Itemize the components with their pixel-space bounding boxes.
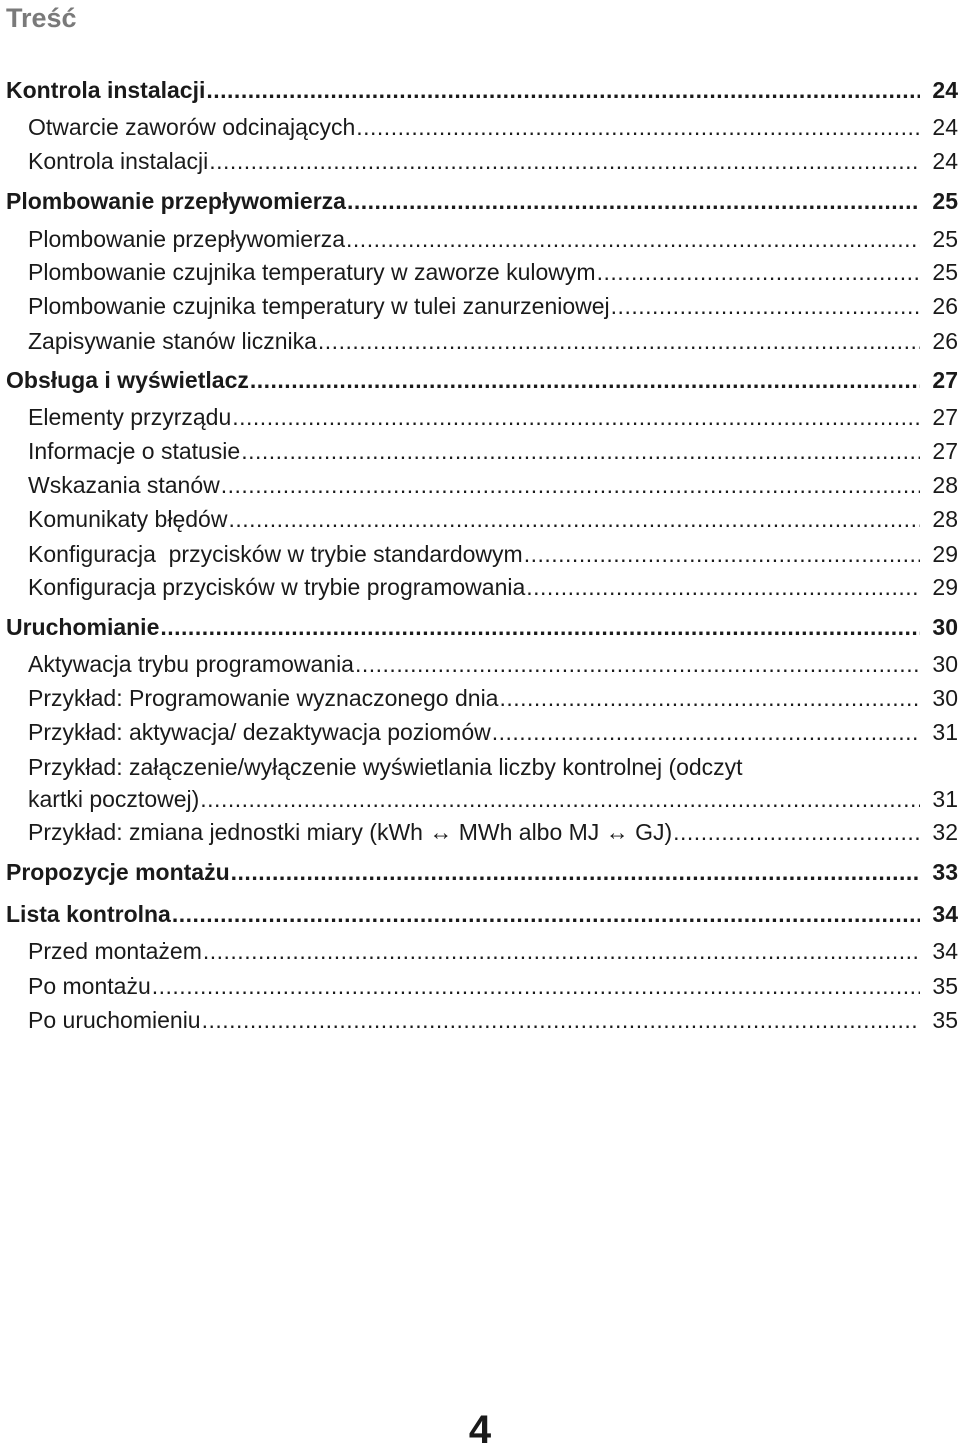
dot-leader (203, 936, 920, 966)
toc-entry-label: Lista kontrolna (6, 901, 171, 927)
page-number-value: 4 (468, 1408, 492, 1452)
toc-entry-label: Informacje o statusie (28, 438, 241, 464)
dot-leader (356, 112, 920, 142)
toc-entry-informacje-status[interactable] (0, 436, 960, 466)
toc-entry-lista-kontrolna[interactable] (0, 899, 960, 929)
toc-entry-page: 28 (932, 506, 958, 532)
toc-entry-przyklad-poziomy[interactable] (0, 717, 960, 747)
toc-entry-page: 26 (932, 293, 958, 319)
toc-entry-wskazania-stanow[interactable] (0, 470, 960, 500)
toc-entry-page: 27 (932, 367, 958, 393)
toc-entry-komunikaty-bledow[interactable] (0, 504, 960, 534)
toc-entry-obsluga-wyswietlacz[interactable] (0, 365, 960, 395)
toc-entry-label: Plombowanie czujnika temperatury w zaworze kulowym (28, 259, 596, 285)
toc-entry-label: Wskazania stanów (28, 472, 220, 498)
toc-entry-plombowanie-czujnika-tuleja[interactable] (0, 291, 960, 321)
toc-entry-page: 30 (932, 651, 958, 677)
toc-entry-label: Plombowanie czujnika temperatury w tulei zanurzeniowej (28, 293, 610, 319)
dot-leader (206, 75, 920, 105)
toc-entry-page: 29 (932, 541, 958, 567)
dot-leader (346, 224, 920, 254)
toc-entry-label: Po montażu (28, 973, 151, 999)
toc-entry-label: Zapisywanie stanów licznika (28, 328, 317, 354)
toc-entry-label: Obsługa i wyświetlacz (6, 367, 249, 393)
dot-leader (152, 971, 920, 1001)
toc-entry-label: Przed montażem (28, 938, 202, 964)
dot-leader (228, 504, 920, 534)
toc-entry-page: 34 (932, 938, 958, 964)
toc-entry-label: Po uruchomieniu (28, 1007, 201, 1033)
toc-entry-page: 29 (932, 574, 958, 600)
toc-entry-plombowanie-czujnika-zawor[interactable] (0, 257, 960, 287)
toc-entry-label: Propozycje montażu (6, 859, 230, 885)
toc-entry-page: 33 (932, 859, 958, 885)
toc-entry-page: 24 (932, 77, 958, 103)
toc-entry-plombowanie-przeplywomierza-sub[interactable] (0, 224, 960, 254)
dot-leader (172, 899, 920, 929)
toc-entry-plombowanie-przeplywomierza[interactable] (0, 186, 960, 216)
toc-entry-przyklad-liczba-kontrolna[interactable] (0, 751, 960, 814)
toc-entry-label: Uruchomianie (6, 614, 160, 640)
dot-leader (160, 612, 920, 642)
toc-entry-page: 24 (932, 148, 958, 174)
dot-leader (241, 436, 920, 466)
toc-entry-elementy-przyrzadu[interactable] (0, 402, 960, 432)
toc-entry-page: 25 (932, 226, 958, 252)
toc-entry-label: Plombowanie przepływomierza (28, 226, 346, 252)
dot-leader (200, 784, 920, 814)
toc-entry-zapisywanie-stanow[interactable] (0, 326, 960, 356)
toc-entry-po-uruchomieniu[interactable] (0, 1005, 960, 1035)
toc-entry-label: Przykład: Programowanie wyznaczonego dnia (28, 685, 499, 711)
toc-entry-aktywacja-trybu[interactable] (0, 649, 960, 679)
dot-leader (355, 649, 920, 679)
toc-entry-page: 30 (932, 614, 958, 640)
toc-entry-konfiguracja-programowanie[interactable] (0, 572, 960, 602)
toc-entry-page: 28 (932, 472, 958, 498)
dot-leader (597, 257, 920, 287)
toc-entry-propozycje-montazu[interactable] (0, 857, 960, 887)
toc-entry-label: Elementy przyrządu (28, 404, 232, 430)
toc-entry-page: 24 (932, 114, 958, 140)
dot-leader (250, 365, 920, 395)
dot-leader (499, 683, 920, 713)
toc-entry-label: Komunikaty błędów (28, 506, 228, 532)
toc-entry-page: 25 (932, 188, 958, 214)
toc-entry-kontrola-instalacji-sub[interactable] (0, 146, 960, 176)
toc-entry-page: 31 (932, 786, 958, 812)
dot-leader (611, 291, 920, 321)
toc-entry-label: Konfiguracja przycisków w trybie standardowym (28, 541, 523, 567)
toc-entry-page: 30 (932, 685, 958, 711)
toc-entry-label-line1: Przykład: załączenie/wyłączenie wyświetlania liczby kontrolnej (odczyt (28, 754, 743, 780)
toc-entry-konfiguracja-standard[interactable] (0, 539, 960, 569)
dot-leader (673, 817, 920, 847)
dot-leader (318, 326, 920, 356)
page-number (0, 1410, 960, 1450)
toc-entry-label: Otwarcie zaworów odcinających (28, 114, 356, 140)
toc-entry-page: 35 (932, 1007, 958, 1033)
toc-entry-page: 35 (932, 973, 958, 999)
toc-entry-page: 25 (932, 259, 958, 285)
toc-entry-label-line2: kartki pocztowej) (28, 786, 200, 812)
toc-entry-label: Przykład: zmiana jednostki miary (kWh ↔ MWh albo MJ ↔ GJ) (28, 819, 673, 845)
dot-leader (202, 1005, 920, 1035)
page-title: Treść (6, 3, 77, 33)
dot-leader (221, 470, 920, 500)
toc-entry-page: 32 (932, 819, 958, 845)
toc-entry-page: 26 (932, 328, 958, 354)
toc-entry-page: 27 (932, 404, 958, 430)
toc-entry-page: 34 (932, 901, 958, 927)
toc-entry-label: Przykład: aktywacja/ dezaktywacja poziomów (28, 719, 491, 745)
dot-leader (347, 186, 920, 216)
toc-entry-label: Konfiguracja przycisków w trybie programowania (28, 574, 526, 600)
toc-entry-przyklad-programowanie-dnia[interactable] (0, 683, 960, 713)
toc-entry-page: 27 (932, 438, 958, 464)
toc-entry-label: Kontrola instalacji (6, 77, 206, 103)
toc-entry-po-montazu[interactable] (0, 971, 960, 1001)
toc-entry-przyklad-jednostka[interactable] (0, 817, 960, 847)
dot-leader (524, 539, 920, 569)
dot-leader (492, 717, 920, 747)
toc-entry-label: Aktywacja trybu programowania (28, 651, 354, 677)
toc-entry-line2 (0, 784, 960, 814)
dot-leader (209, 146, 920, 176)
toc-entry-otwarcie-zaworow[interactable] (0, 112, 960, 142)
toc-entry-page: 31 (932, 719, 958, 745)
dot-leader (231, 857, 920, 887)
toc-entry-label: Plombowanie przepływomierza (6, 188, 346, 214)
toc-entry-kontrola-instalacji[interactable] (0, 75, 960, 105)
dot-leader (526, 572, 920, 602)
dot-leader (232, 402, 920, 432)
toc-entry-label: Kontrola instalacji (28, 148, 209, 174)
toc-entry-uruchomianie[interactable] (0, 612, 960, 642)
toc-entry-przed-montazem[interactable] (0, 936, 960, 966)
